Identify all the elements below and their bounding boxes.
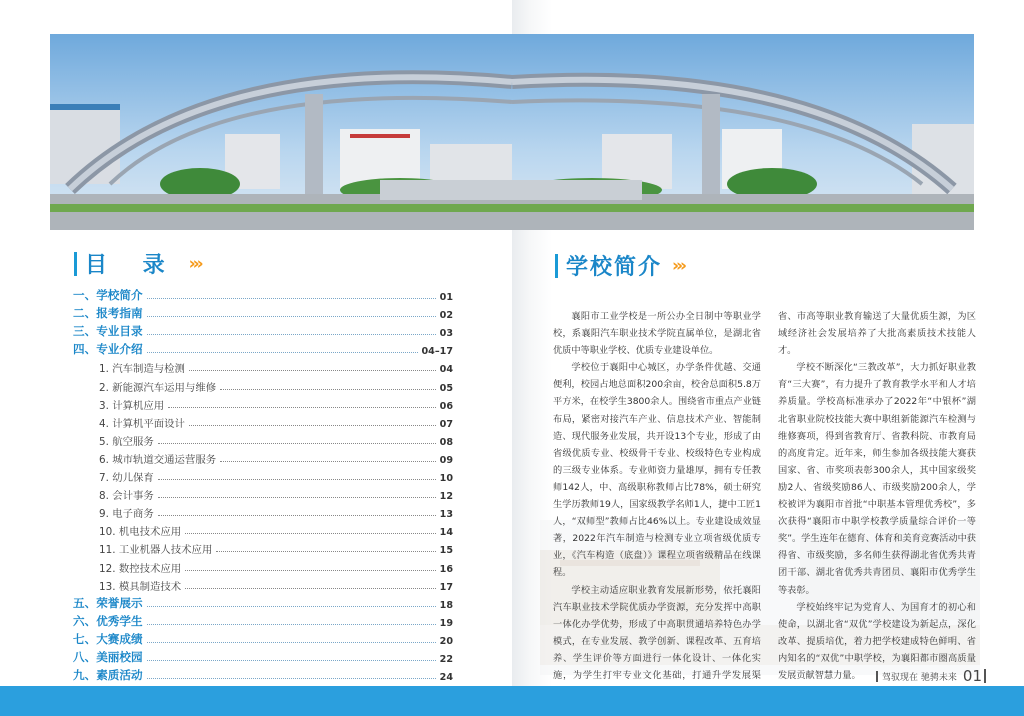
toc-item-page: 06 <box>439 400 453 412</box>
toc-item-label: 2. 新能源汽车运用与维修 <box>99 381 217 394</box>
toc-item-page: 10 <box>439 473 453 485</box>
toc-item-page: 09 <box>439 454 453 466</box>
toc-item[interactable] <box>73 502 453 520</box>
toc-item-label: 七、大赛成绩 <box>73 631 143 646</box>
toc-item-label: 11. 工业机器人技术应用 <box>99 544 213 557</box>
toc-leader-dots <box>147 642 436 643</box>
toc-item-label: 五、荣誉展示 <box>73 595 143 610</box>
toc-item-label: 8. 会计事务 <box>99 490 154 503</box>
toc-item-page: 19 <box>439 617 453 629</box>
toc-leader-dots <box>189 370 436 371</box>
chevrons-icon: ››› <box>672 255 685 276</box>
toc-item-page: 16 <box>439 563 453 575</box>
toc-title: 目 录 <box>85 253 179 278</box>
toc-leader-dots <box>158 515 436 516</box>
toc-leader-dots <box>185 570 435 571</box>
toc-item-page: 17 <box>439 581 453 593</box>
toc-item[interactable] <box>73 430 453 448</box>
toc-item[interactable] <box>73 303 453 321</box>
toc-item[interactable] <box>73 520 453 538</box>
toc-item-label: 7. 幼儿保育 <box>99 472 154 485</box>
page-number-bar <box>984 669 986 683</box>
toc-item[interactable] <box>73 321 453 339</box>
toc-item-page: 04–17 <box>421 346 453 358</box>
toc-item-page: 01 <box>439 292 453 304</box>
toc-item[interactable] <box>73 575 453 593</box>
footer-bar <box>0 686 1024 716</box>
toc-item-label: 1. 汽车制造与检测 <box>99 363 185 376</box>
toc-leader-dots <box>158 497 436 498</box>
page-number: 01 <box>962 667 982 685</box>
toc-item-page: 18 <box>439 599 453 611</box>
slogan-text: 驾驭现在 驰骋未来 <box>882 672 957 683</box>
campus-photo-left <box>50 34 512 230</box>
campus-photo-right <box>512 34 974 230</box>
toc-item-page: 12 <box>439 491 453 503</box>
toc-leader-dots <box>185 588 435 589</box>
toc-item[interactable] <box>73 611 453 629</box>
toc-item-page: 20 <box>439 635 453 647</box>
toc-item-label: 四、专业介绍 <box>73 342 143 357</box>
toc-item[interactable] <box>73 448 453 466</box>
toc-item-page: 02 <box>439 310 453 322</box>
toc-leader-dots <box>220 461 436 462</box>
toc-item-label: 3. 计算机应用 <box>99 399 165 412</box>
toc-item-label: 4. 计算机平面设计 <box>99 417 185 430</box>
toc-leader-dots <box>147 624 436 625</box>
toc-item-label: 八、美丽校园 <box>73 649 143 664</box>
toc-item[interactable] <box>73 375 453 393</box>
toc-item[interactable] <box>73 339 453 357</box>
toc-item[interactable] <box>73 484 453 502</box>
toc-item[interactable] <box>73 593 453 611</box>
toc-item[interactable] <box>73 412 453 430</box>
toc-item-label: 5. 航空服务 <box>99 435 154 448</box>
intro-paragraph: 学校始终牢记为党育人、为国育才的初心和使命，以湖北省“双优”学校建设为新起点，深化改革、提质培优，着力把学校建成特色鲜明、省内知名的“双优”中职学校，为襄阳都市圈高质量发展贡献智慧力量。 <box>778 601 976 681</box>
toc-item-page: 14 <box>439 527 453 539</box>
toc-item-page: 07 <box>439 418 453 430</box>
toc-item-label: 12. 数控技术应用 <box>99 562 182 575</box>
slogan-bar <box>876 671 878 682</box>
toc-item-label: 9. 电子商务 <box>99 508 154 521</box>
toc-item-label: 13. 模具制造技术 <box>99 580 182 593</box>
intro-column-right <box>778 308 976 684</box>
toc-leader-dots <box>168 407 435 408</box>
toc-item-page: 05 <box>439 382 453 394</box>
toc-leader-dots <box>147 678 436 679</box>
toc-item-page: 22 <box>439 653 453 665</box>
toc-item-page: 15 <box>439 545 453 557</box>
toc-item[interactable] <box>73 647 453 665</box>
toc-item[interactable] <box>73 556 453 574</box>
toc-item-label: 6. 城市轨道交通运营服务 <box>99 453 217 466</box>
toc-leader-dots <box>158 479 436 480</box>
footer-slogan <box>876 667 986 685</box>
toc-item-label: 六、优秀学生 <box>73 613 143 628</box>
toc-item[interactable] <box>73 629 453 647</box>
toc-leader-dots <box>189 425 436 426</box>
toc-item-page: 13 <box>439 509 453 521</box>
intro-heading <box>555 250 684 281</box>
toc-leader-dots <box>147 660 436 661</box>
toc-item-page: 24 <box>439 672 453 684</box>
toc-item-page: 08 <box>439 436 453 448</box>
intro-paragraph: 学校位于襄阳中心城区，办学条件优越、交通便利，校园占地总面积200余亩，校舍总面积5.8万平方米，在校学生3800余人。围绕省市重点产业链布局，紧密对接汽车产业、信息技术产业、智能制造、现代服务业发展，共开设13个专业，形成了由省级优质专业、校级骨干专业、校级特色专业构成的三级专业体系。专业师资力量雄厚，拥有专任教师142人，中、高级职称教师占比78%，硕士研究生学历教师19人，国家级教学名师1人，捷中工匠1人，“双师型”教师占比46%以上。专业建设成效显著，2022年汽车制造与检测专业立项省级优质专业，《汽车构造（底盘）》课程立项省级精品在线课程。 <box>553 362 761 579</box>
toc-leader-dots <box>158 443 436 444</box>
heading-bar <box>555 254 558 278</box>
intro-paragraph: 襄阳市工业学校是一所公办全日制中等职业学校，系襄阳汽车职业技术学院直属单位，是湖北省优质中等职业学校、优质专业建设单位。 <box>553 311 761 357</box>
chevrons-icon: ››› <box>188 253 201 274</box>
toc-item[interactable] <box>73 394 453 412</box>
toc-leader-dots <box>147 298 436 299</box>
heading-bar <box>74 252 77 276</box>
toc-item-label: 九、素质活动 <box>73 668 143 683</box>
toc-leader-dots <box>147 606 436 607</box>
toc-leader-dots <box>185 533 435 534</box>
toc-item-page: 04 <box>439 364 453 376</box>
intro-title: 学校简介 <box>566 255 663 280</box>
toc-item-label: 三、专业目录 <box>73 324 143 339</box>
toc-heading <box>74 248 201 279</box>
toc-leader-dots <box>147 352 418 353</box>
intro-paragraph: 学校不断深化“三教改革”，大力抓好职业教育“三大赛”，有力提升了教育教学水平和人才培养质量。学校高标准承办了2022年“中银杯”湖北省职业院校技能大赛中职组新能源汽车检测与维修赛项，得到省教育厅、省教科院、市教育局的高度肯定。近年来，师生参加各级技能大赛获国家、省、市奖项表彰300余人，其中国家级奖励2人、省级奖励86人、市级奖励200余人，学校被评为襄阳市首批“中职基本管理优秀校”，多次获得“襄阳市中职学校教学质量综合评价一等奖”。学生连年在德育、体育和美育竞赛活动中获得省、市级奖励，多名师生获得湖北省优秀共青团干部、湖北省优秀共青团员、襄阳市优秀学生等表彰。 <box>778 362 976 596</box>
intro-paragraph: 学校主动适应职业教育发展新形势，依托襄阳汽车职业技术学院优质办学资源，充分发挥中高职一体化办学优势，形成了中高职贯通培养特色办学模式，在专业发展、教学创新、课程改革、五育培养、学生评价等方面进行一体化设计、一体化实施，为学生打牢专业文化基础，打通升学发展渠 <box>553 584 761 681</box>
toc-leader-dots <box>220 389 436 390</box>
table-of-contents <box>73 285 453 683</box>
toc-item[interactable] <box>73 357 453 375</box>
toc-item[interactable] <box>73 466 453 484</box>
toc-item[interactable] <box>73 285 453 303</box>
toc-leader-dots <box>147 334 436 335</box>
toc-leader-dots <box>147 316 436 317</box>
toc-item-page: 03 <box>439 328 453 340</box>
intro-column-left <box>553 308 761 701</box>
toc-item[interactable] <box>73 538 453 556</box>
toc-item-label: 二、报考指南 <box>73 306 143 321</box>
intro-paragraph: 省、市高等职业教育输送了大量优质生源，为区域经济社会发展培养了大批高素质技术技能人才。 <box>778 311 976 357</box>
toc-item-label: 一、学校简介 <box>73 288 143 303</box>
toc-leader-dots <box>216 551 435 552</box>
toc-item-label: 10. 机电技术应用 <box>99 526 182 539</box>
toc-item[interactable] <box>73 665 453 683</box>
